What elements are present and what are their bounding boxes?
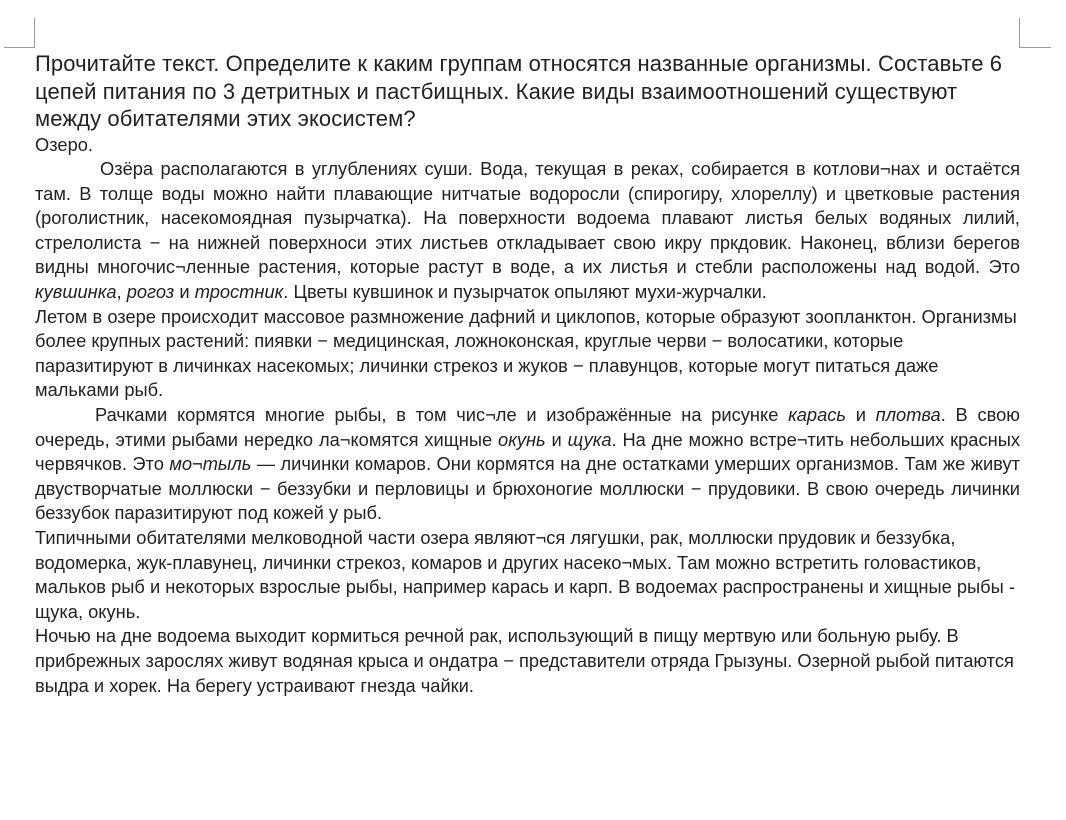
document-content [35,50,1020,698]
italic-term: щука [567,428,612,450]
section-title: Озеро. [35,133,93,155]
italic-term: окунь [498,428,546,450]
italic-term: карась [788,404,846,426]
paragraph-4: Типичными обитателями мелководной части озера являют¬ся лягушки, рак, моллюски прудовик и беззубка, водомерка, жук-плавунец, личинки стрекоз, комаров и других насеко¬мых. Там можно встретить головастиков, мальков рыб и некоторых взрослые рыбы, например карась и карп. В водоемах распространены и хищные рыбы - щука, окунь. [35,527,1015,622]
paragraph-1: Озёра располагаются в углублениях суши. Вода, текущая в реках, собирается в котлови¬нах и остаётся там. В толще воды можно найти плавающие нитчатые водоросли (спирогиру, хлореллу) и цветковые растения (роголистник, насекомоядная пузырчатка). На поверхности водоема плавают листья белых водяных лилий, стрелолиста − на нижней поверхноси этих листьев откладывает свою икру пркдовик. Наконец, вблизи берегов видны многочис¬ленные растения, которые растут в воде, а их листья и стебли расположены над водой. Это кувшинка, рогоз и тростник. Цветы кувшинок и пузырчаток опыляют мухи-журчалки. [35,158,1020,303]
paragraph-5: Ночью на дне водоема выходит кормиться речной рак, использующий в пищу мертвую или больную рыбу. В прибрежных зарослях живут водяная крыса и ондатра − представители отряда Грызуны. Озерной рыбой питаются выдра и хорек. На берегу устраивают гнезда чайки. [35,625,1014,696]
task-heading: Прочитайте текст. Определите к каким группам относятся названные организмы. Составьте 6 цепей питания по 3 детритных и пастбищных. Какие виды взаимоотношений существуют между обитателями этих экосистем? [35,51,1003,131]
italic-term: кувшинка [35,281,117,303]
italic-term: плотва [875,404,941,426]
italic-term: рогоз [126,281,175,303]
italic-term: тростник [194,281,284,303]
paragraph-2: Летом в озере происходит массовое размножение дафний и циклопов, которые образуют зоопланктон. Организмы более крупных растений: пиявки − медицинская, ложноконская, круглые черви − волосатики, которые паразитируют в личинках насекомых; личинки стрекоз и жуков − плавунцов, которые могут питаться даже мальками рыб. [35,305,1017,401]
italic-term: мо¬тыль [169,453,252,475]
paragraph-3: Рачками кормятся многие рыбы, в том чис¬ле и изображённые на рисунке карась и плотва. В свою очередь, этими рыбами нередко ла¬комятся хищные окунь и щука. На дне можно встре¬тить небольших красных червячков. Это мо¬тыль — личинки комаров. Они кормятся на дне остатками умерших организмов. Там же живут двустворчатые моллюски − беззубки и перловицы и брюхоногие моллюски − прудовики. В свою очередь личинки беззубок паразитируют под кожей у рыб. [35,404,1020,524]
